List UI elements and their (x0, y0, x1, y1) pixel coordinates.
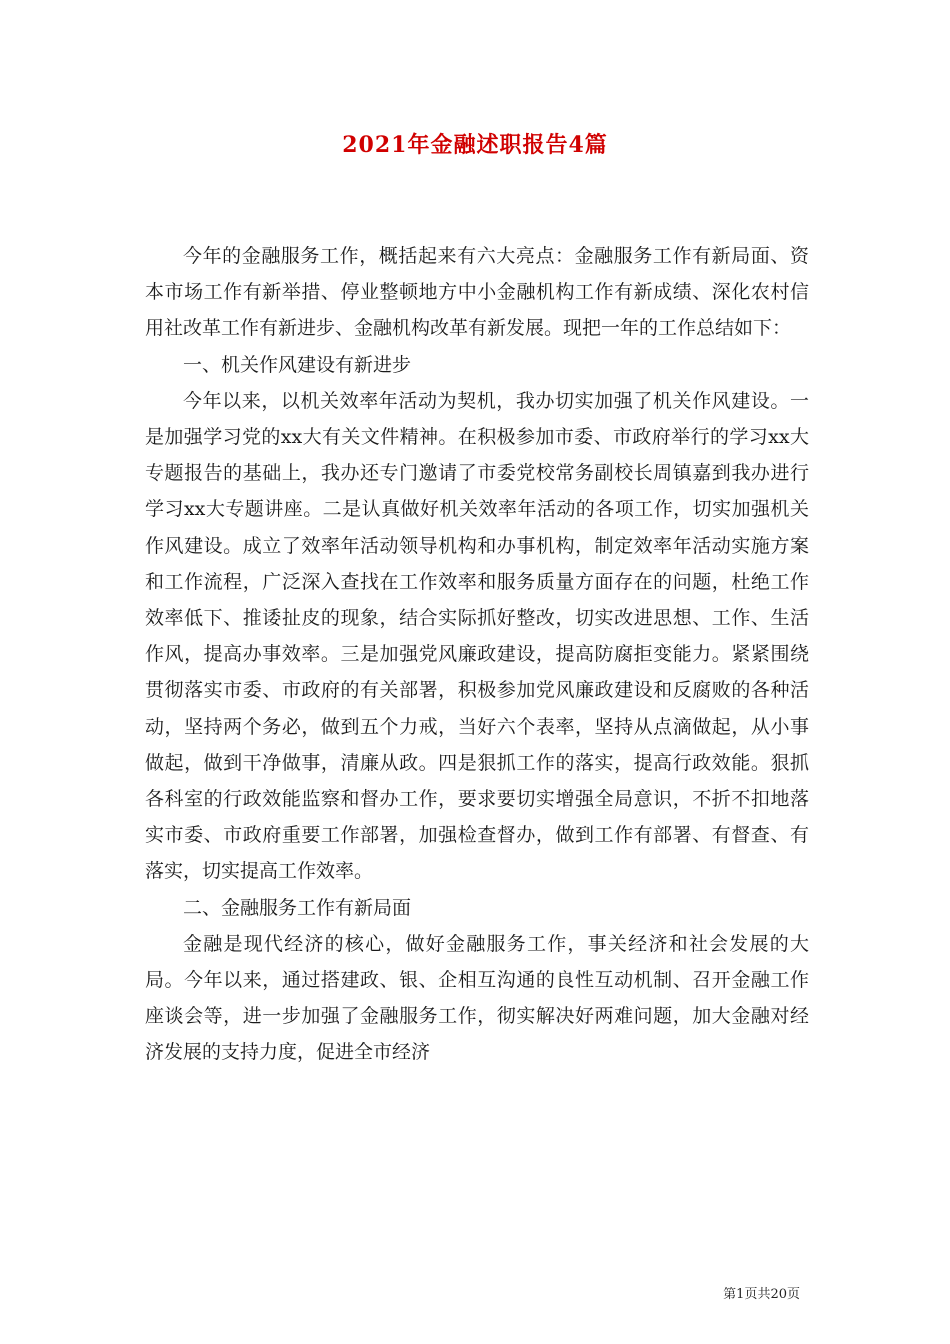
intro-paragraph: 今年的金融服务工作，概括起来有六大亮点：金融服务工作有新局面、资本市场工作有新举措、停业整顿地方中小金融机构工作有新成绩、深化农村信用社改革工作有新进步、金融机构改革有新发展。现把一年的工作总结如下： (145, 245, 809, 340)
document-body (145, 238, 809, 1071)
section-2-paragraph: 金融是现代经济的核心，做好金融服务工作，事关经济和社会发展的大局。今年以来，通过搭建政、银、企相互沟通的良性互动机制、召开金融工作座谈会等，进一步加强了金融服务工作，彻实解决好两难问题，加大金融对经济发展的支持力度，促进全市经济 (145, 932, 809, 1064)
section-1-paragraph: 今年以来，以机关效率年活动为契机，我办切实加强了机关作风建设。一是加强学习党的xx大有关文件精神。在积极参加市委、市政府举行的学习xx大专题报告的基础上，我办还专门邀请了市委党校常务副校长周镇嘉到我办进行学习xx大专题讲座。二是认真做好机关效率年活动的各项工作，切实加强机关作风建设。成立了效率年活动领导机构和办事机构，制定效率年活动实施方案和工作流程，广泛深入查找在工作效率和服务质量方面存在的问题，杜绝工作效率低下、推诿扯皮的现象，结合实际抓好整改，切实改进思想、工作、生活作风，提高办事效率。三是加强党风廉政建设，提高防腐拒变能力。紧紧围绕贯彻落实市委、市政府的有关部署，积极参加党风廉政建设和反腐败的各种活动，坚持两个务必，做到五个力戒，当好六个表率，坚持从点滴做起，从小事做起，做到干净做事，清廉从政。四是狠抓工作的落实，提高行政效能。狠抓各科室的行政效能监察和督办工作，要求要切实增强全局意识，不折不扣地落实市委、市政府重要工作部署，加强检查督办，做到工作有部署、有督查、有落实，切实提高工作效率。 (145, 389, 809, 883)
section-1-heading: 一、机关作风建设有新进步 (183, 353, 412, 376)
page-number: 第1页共20页 (723, 1287, 800, 1302)
section-2-heading: 二、金融服务工作有新局面 (183, 896, 412, 919)
document-title: 2021年金融述职报告4篇 (342, 132, 608, 158)
